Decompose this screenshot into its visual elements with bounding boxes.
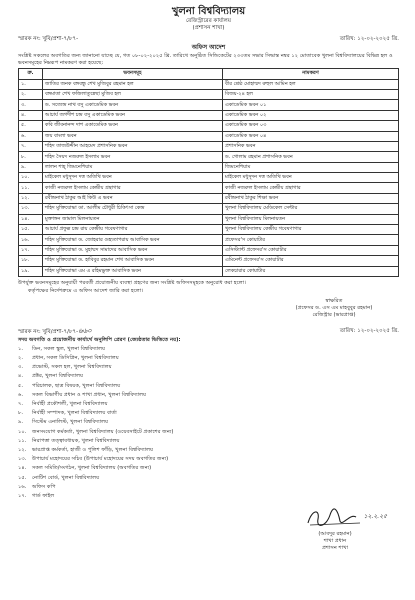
memo-date: তারিখ: ১২-০২-২০২৫ খ্রি. <box>339 36 399 42</box>
closing-paragraph: উপর্যুক্ত ভবনসমূহের অনুযায়ী পরবর্তী প্রয়োজনীয় ব্যবস্থা গ্রহণের জন্য সংশ্লিষ্ট অফিসসমূহকে অনুরোধ করা হলো। <box>18 280 246 286</box>
table-row <box>19 173 399 183</box>
cell-new-name: একাডেমিক ভবন ০২ <box>223 110 399 120</box>
cell-building: রবীন্দ্রনাথ ঠাকুর আই কিউ এ ভবন <box>43 193 223 203</box>
cell-serial: ৩. <box>19 100 43 110</box>
signature-scribble <box>275 505 395 531</box>
cell-serial: ১. <box>19 79 43 89</box>
cell-new-name: প্রফেসর'স কোয়াটার <box>223 235 399 245</box>
list-item-number: ৮. <box>18 410 24 417</box>
table-row <box>19 162 399 172</box>
cell-building: শহিদ তাজউদ্দীন আহমেদ প্রশাসনিক ভবন <box>43 141 223 151</box>
cell-building: শহিদ মুক্তিযোদ্ধা ড. জোহরার গুহ্যতাপরায় আবাসিক ভবন <box>43 235 223 245</box>
cell-new-name: একাডেমিক ভবন ০৪ <box>223 131 399 141</box>
list-item-number: ৭. <box>18 401 24 407</box>
list-item-text: গার্ড ফাইল <box>32 493 55 500</box>
memo-ref: স্মারক নং: খুবি/প্রশা-৭/৮৭- <box>18 36 79 42</box>
list-item-number: ৪. <box>18 373 24 380</box>
table-row <box>19 266 399 276</box>
list-item-number: ১১. <box>18 437 27 444</box>
list-item <box>18 400 399 409</box>
list-item-text: জনসংযোগ কর্মকর্তা, খুলনা বিশ্ববিদ্যালয় (ওয়েবসাইটে প্রকাশের জন্য) <box>32 428 174 435</box>
list-item <box>18 483 399 492</box>
list-item <box>18 474 399 483</box>
cell-new-name: একাডেমিক ভবন ০৩ <box>223 121 399 131</box>
cell-building: মাইকেল মধুসূদন দত্ত অতিথি ভবন <box>43 173 223 183</box>
cell-serial: ৪. <box>19 110 43 120</box>
cell-building: কাজী নজরুল ইসলাম কেন্দ্রীয় গ্রন্থাগার <box>43 183 223 193</box>
cell-serial: ৭. <box>19 141 43 151</box>
list-item-text: নির্বাহী প্রকৌশলী, খুলনা বিশ্ববিদ্যালয় <box>32 401 108 407</box>
cell-building: জাতির জনক বঙ্গবন্ধু শেখ মুজিবুর রহমান হল <box>43 79 223 89</box>
cell-building: শহিদ মুক্তিযোদ্ধা ড. মুহাম্মদ সামাদের আবাসিক ভবন <box>43 245 223 255</box>
cell-building: কবি জীবনানন্দ দাশ একাডেমিক ভবন <box>43 121 223 131</box>
naming-table <box>18 68 399 277</box>
table-row <box>19 193 399 203</box>
list-item-number: ১৫. <box>18 474 27 481</box>
cell-serial: ১৪. <box>19 214 43 224</box>
cell-serial: ৯. <box>19 162 43 172</box>
table-row <box>19 183 399 193</box>
list-item-text: প্রধান, সকল ডিসিপ্লিন, খুলনা বিশ্ববিদ্যালয় <box>32 354 119 361</box>
university-name: খুলনা বিশ্ববিদ্যালয় <box>171 6 246 17</box>
col-header-new-name: নামকরণ <box>223 69 399 79</box>
cell-new-name: কাজী নজরুল ইসলাম কেন্দ্রীয় গ্রন্থাগার <box>223 183 399 193</box>
list-item-text: প্রক্টর, খুলনা বিশ্ববিদ্যালয় <box>32 373 84 380</box>
cell-new-name: খুলনা বিশ্ববিদ্যালয় মিলনায়তন <box>223 214 399 224</box>
signed-word: স্বাক্ষরিত <box>325 298 343 305</box>
list-item <box>18 382 399 391</box>
section-name: (প্রশাসন শাখা) <box>192 25 225 31</box>
cell-new-name: রবীন্দ্রনাথ ঠাকুর শিক্ষা ভবন <box>223 193 399 203</box>
cell-serial: ৮. <box>19 152 43 162</box>
list-item-text: উপাচার্য মহোদয়ের সচিব (উপাচার্য মহোদয়ের সদয় অবগতির জন্য) <box>32 456 169 463</box>
list-item-text: পরিচালক, ছাত্র বিষয়ক, খুলনা বিশ্ববিদ্যালয় <box>32 382 121 389</box>
section-head-signature-block <box>275 505 395 552</box>
cell-serial: ১৫. <box>19 225 43 235</box>
list-item-text: প্রভোস্ট, সকল হল, খুলনা বিশ্ববিদ্যালয় <box>32 364 112 371</box>
cell-new-name: খুলনা বিশ্ববিদ্যালয় কেন্দ্রীয় গবেষণাগার <box>223 225 399 235</box>
list-item <box>18 354 399 363</box>
list-item <box>18 409 399 418</box>
section-head-section: প্রশাসন শাখা <box>321 545 349 551</box>
cell-building: জয় বাংলা ভবন <box>43 131 223 141</box>
cell-serial: ২. <box>19 89 43 99</box>
list-item <box>18 492 399 501</box>
cell-building: মুক্তাঙ্গন জামাল মিলনায়তন <box>43 214 223 224</box>
list-item-text: ডিন, সকল স্কুল, খুলনা বিশ্ববিদ্যালয় <box>32 345 106 352</box>
list-item-text: নির্বাহী সম্পাদক, খুলনা বিশ্ববিদ্যালয় বার্তা <box>32 410 117 417</box>
cell-new-name: বিজয়-২৪ হল <box>223 89 399 99</box>
cell-building: আচার্য প্রফুল্ল চন্দ্র রায় কেন্দ্রীয় গবেষণাগার <box>43 225 223 235</box>
registrar-title: রেজিস্ট্রার (ভারপ্রাপ্ত) <box>312 312 356 319</box>
cell-new-name: লেকচারার কোয়াটার <box>223 266 399 276</box>
memo2-line <box>18 327 399 336</box>
list-item-text: নিরাপত্তা তত্ত্বাবধায়ক, খুলনা বিশ্ববিদ্যালয় <box>32 437 120 444</box>
cell-serial: ১৬. <box>19 235 43 245</box>
list-item <box>18 418 399 427</box>
table-header-row <box>19 69 399 79</box>
list-item-number: ১২. <box>18 447 27 454</box>
list-item-number: ১৪. <box>18 465 27 472</box>
cell-building: শহিদ মুক্তিযোদ্ধা এম এ রহিমভুক্ত আবাসিক ভবন <box>43 266 223 276</box>
cell-serial: ১৩. <box>19 204 43 214</box>
table-row <box>19 245 399 255</box>
cell-serial: ৬. <box>19 131 43 141</box>
list-item <box>18 391 399 400</box>
cell-new-name: ড. গোলাম রহমান প্রশাসনিক ভবন <box>223 152 399 162</box>
intro-paragraph: সংশ্লিষ্ট সকলের অবগতির জন্য জানানো যাচ্ছে যে, গত ০৮-০২-২০২৫ খ্রি. তারিখে অনুষ্ঠিত সিন্ডিকেটের ২৩৩তম সভার সিদ্ধান্ত নম্বর ১২ মোতাবেক খুলনা বিশ্ববিদ্যালয়ের বিভিন্ন হল ও ভবনসমূহের নিম্নরূপ নামকরণ করা হয়েছে: <box>18 53 393 66</box>
table-row <box>19 79 399 89</box>
section-head-title: শাখা প্রধান <box>323 538 347 544</box>
cell-serial: ১০. <box>19 173 43 183</box>
table-row <box>19 256 399 266</box>
memo-line <box>18 35 399 43</box>
list-item <box>18 455 399 464</box>
col-header-building: ভবনসমূহ <box>43 69 223 79</box>
list-item-text: নোটিশ বোর্ড, খুলনা বিশ্ববিদ্যালয় <box>32 474 100 481</box>
table-row <box>19 225 399 235</box>
list-item-number: ১. <box>18 345 24 352</box>
list-item-text: অফিস কপি <box>32 483 56 490</box>
cell-serial: ১৯. <box>19 266 43 276</box>
registrar-name: (প্রফেসর ড. এস এম মাহবুবুর রহমান) <box>295 305 373 312</box>
letterhead <box>18 6 399 32</box>
table-row <box>19 89 399 99</box>
closing-order-line: কর্তৃপক্ষের নির্দেশক্রমে এ অফিস আদেশ জারি করা হলো। <box>28 287 144 294</box>
cell-building: লালন শাহ্ জিমনেশিয়াম <box>43 162 223 172</box>
table-row <box>19 131 399 141</box>
list-item <box>18 345 399 354</box>
cell-new-name: এমিনেন্ট প্রফেসর'স কোয়াটার <box>223 256 399 266</box>
table-row <box>19 141 399 151</box>
table-row <box>19 214 399 224</box>
cell-serial: ৫. <box>19 121 43 131</box>
list-item-text: ভারপ্রাপ্ত কর্মকর্তা, হাজী ও পুলিশ ফাঁড়ি, খুলনা বিশ্ববিদ্যালয় <box>32 447 154 454</box>
list-item-number: ২. <box>18 354 24 361</box>
list-item <box>18 437 399 446</box>
notice-title: অফিস আদেশ <box>191 44 226 51</box>
signature-date: ১২.২.২৫ <box>363 513 387 520</box>
cell-new-name: বীর শ্রেষ্ঠ মোহাম্মদ রুহুল আমিন হল <box>223 79 399 89</box>
list-item <box>18 372 399 381</box>
list-item-number: ১৭. <box>18 493 27 500</box>
table-row <box>19 121 399 131</box>
cell-new-name: জিমনেশিয়াম <box>223 162 399 172</box>
list-item-text: সকল বিভাগীয় প্রধান ও শাখা প্রধান, খুলনা বিশ্ববিদ্যালয় <box>32 391 147 398</box>
section-head-name: (আবদুর রহমান) <box>318 531 352 537</box>
cell-building: বঙ্গমাতা শেখ ফজিলাতুন্নেছা মুজিব হল <box>43 89 223 99</box>
cell-serial: ১১. <box>19 183 43 193</box>
list-item-number: ৩. <box>18 364 24 371</box>
copy-list <box>18 345 399 501</box>
cell-new-name: প্রশাসনিক ভবন <box>223 141 399 151</box>
cell-new-name: একাডেমিক ভবন ০১ <box>223 100 399 110</box>
cell-building: শহিদ মুক্তিযোদ্ধা ড. হাবিবুর রহমান শেখ আবাসিক ভবন <box>43 256 223 266</box>
list-item <box>18 428 399 437</box>
cell-serial: ১৮. <box>19 256 43 266</box>
office-name: রেজিস্ট্রারের কার্যালয় <box>185 18 232 24</box>
list-item-number: ১৬. <box>18 483 27 490</box>
list-item <box>18 464 399 473</box>
list-item <box>18 363 399 372</box>
cell-building: শহিদ সৈয়দ নজরুল ইসলাম ভবন <box>43 152 223 162</box>
list-item-number: ১০. <box>18 428 27 435</box>
cell-serial: ১৭. <box>19 245 43 255</box>
registrar-signature-block <box>269 298 399 319</box>
cell-building: শহিদ মুক্তিযোদ্ধা ডা. আলীম চৌধুরী চিকিৎসা কেন্দ্র <box>43 204 223 214</box>
handwritten-number: ৬৬০ <box>78 327 92 336</box>
cell-new-name: মাইকেল মধুসূদন দত্ত অতিথি ভবন <box>223 173 399 183</box>
list-item-number: ৬. <box>18 391 24 398</box>
list-item-number: ১৩. <box>18 456 27 463</box>
cell-new-name: এসিস্ট্যান্ট প্রফেসর'স কোয়াটার <box>223 245 399 255</box>
memo2-date: তারিখ: ১২-০২-২০২৫ খ্রি. <box>339 328 399 335</box>
table-row <box>19 110 399 120</box>
table-row <box>19 100 399 110</box>
list-item-number: ৫. <box>18 382 24 389</box>
cell-new-name: খুলনা বিশ্ববিদ্যালয় মেডিকেল সেন্টার <box>223 204 399 214</box>
table-row <box>19 235 399 245</box>
list-item-number: ৯. <box>18 419 24 426</box>
list-item <box>18 446 399 455</box>
list-item-text: সকল সমিতি/সংগঠন, খুলনা বিশ্ববিদ্যালয় (অবগতির জন্য) <box>32 465 152 472</box>
copy-intro: সদয় অবগতি ও প্রয়োজনীয় কার্যার্থে অনুলিপি প্রেরণ (জ্যেষ্ঠতার ভিত্তিতে নয়): <box>18 337 181 344</box>
handwritten-signature-icon <box>300 505 370 531</box>
col-header-serial: ক্র. <box>19 69 43 79</box>
table-row <box>19 152 399 162</box>
table-row <box>19 204 399 214</box>
list-item-text: সিস্টেম এনালিস্ট, খুলনা বিশ্ববিদ্যালয় <box>32 419 109 426</box>
memo2-ref: স্মারক নং: খুবি/প্রশা-৭/৮৭-৬৬০ <box>18 327 92 336</box>
cell-building: আচার্য জগদীশ চন্দ্র বসু একাডেমিক ভবন <box>43 110 223 120</box>
cell-building: ড. সত্যেন্দ্র নাথ বসু একাডেমিক ভবন <box>43 100 223 110</box>
cell-serial: ১২. <box>19 193 43 203</box>
